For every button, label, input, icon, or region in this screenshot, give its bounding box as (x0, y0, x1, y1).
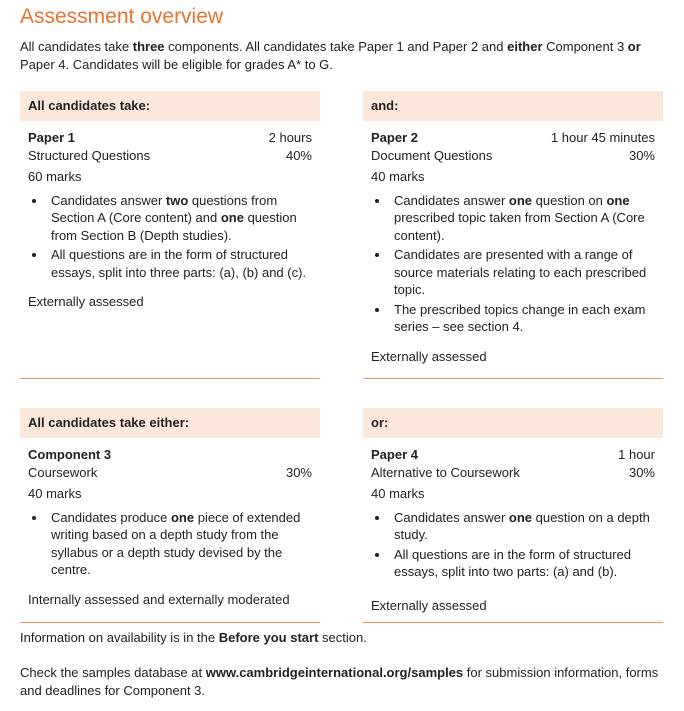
component-weight: 40% (285, 147, 312, 163)
panel-header: and: (363, 91, 663, 121)
list-item (28, 246, 312, 281)
bullet-bold: one (508, 192, 533, 208)
bullet-text: prescribed topic taken from Section A (Core content). (394, 210, 645, 243)
assessment-type: Externally assessed (28, 294, 144, 309)
list-item (371, 301, 655, 336)
intro-paragraph (20, 38, 670, 74)
component-marks: 40 marks (371, 486, 425, 501)
bullet-text: piece of extended writing based on a depth study from the syllabus or a depth study devised by the centre. (51, 509, 301, 577)
panel-header: All candidates take either: (20, 408, 320, 438)
availability-note (20, 630, 367, 645)
component-type: Alternative to Coursework (371, 464, 520, 480)
list-item (28, 509, 312, 579)
panel-header: or: (363, 408, 663, 438)
component-weight: 30% (285, 464, 312, 480)
intro-bold: or (627, 39, 641, 54)
bullet-text: Candidates are presented with a range of source materials relating to each prescribed topic. (394, 247, 647, 297)
bullet-list (28, 509, 312, 579)
note-text: Check the samples database at (20, 665, 206, 680)
note-text: section. (318, 630, 367, 645)
component-3-panel (20, 408, 320, 623)
bullet-text: All questions are in the form of structured essays, split into three parts: (a), (b) and (c). (51, 247, 307, 280)
page-title: Assessment overview (20, 5, 224, 28)
component-duration: 1 hour 45 minutes (550, 130, 655, 145)
assessment-type: Externally assessed (371, 597, 487, 613)
intro-text: Component 3 (542, 39, 628, 54)
intro-bold: either (507, 39, 543, 54)
bullet-text: All questions are in the form of structured essays, split into two parts: (a) and (b). (394, 546, 632, 579)
bullet-text: Candidates produce (51, 509, 171, 525)
list-item (371, 509, 655, 544)
component-weight: 30% (628, 147, 655, 163)
component-type: Structured Questions (28, 147, 151, 163)
component-marks: 60 marks (28, 169, 82, 184)
assessment-type: Internally assessed and externally moderated (28, 591, 290, 607)
bullet-bold: one (220, 210, 244, 225)
intro-text: Paper 4. Candidates will be eligible for grades A* to G. (20, 57, 333, 72)
component-name: Component 3 (28, 447, 112, 462)
component-type: Coursework (28, 464, 98, 480)
component-duration: 2 hours (268, 130, 312, 145)
bullet-text: The prescribed topics change in each exam series – see section 4. (394, 301, 646, 334)
bullet-text: questions from Section A (Core content) and (51, 192, 278, 225)
list-item (371, 246, 655, 299)
paper-4-panel (363, 408, 663, 623)
bullet-bold: one (508, 509, 533, 525)
samples-link[interactable]: www.cambridgeinternational.org/samples (205, 665, 464, 680)
section-reference: Before you start (218, 630, 319, 645)
assessment-type: Externally assessed (371, 348, 487, 364)
bullet-bold: two (165, 192, 189, 208)
paper-2-panel (363, 91, 663, 379)
intro-text: All candidates take (20, 39, 133, 54)
list-item (371, 546, 655, 581)
bullet-text: question from Section B (Depth studies). (51, 210, 297, 243)
component-marks: 40 marks (371, 169, 425, 184)
intro-bold: three (132, 39, 165, 54)
panel-header: All candidates take: (20, 91, 320, 121)
note-text: Information on availability is in the (20, 630, 219, 645)
component-name: Paper 2 (371, 130, 418, 145)
bullet-text: Candidates answer (51, 192, 166, 208)
bullet-list (371, 509, 655, 581)
list-item (371, 192, 655, 245)
component-marks: 40 marks (28, 486, 82, 501)
list-item (28, 192, 312, 245)
bullet-text: question on (532, 192, 607, 208)
bullet-list (371, 192, 655, 336)
bullet-text: Candidates answer (394, 192, 509, 208)
bullet-text: question on a depth study. (394, 509, 650, 542)
bullet-list (28, 192, 312, 282)
bullet-bold: one (170, 509, 195, 525)
samples-note (20, 664, 660, 699)
bullet-bold: one (606, 192, 630, 208)
component-weight: 30% (628, 464, 655, 480)
intro-text: components. All candidates take Paper 1 and Paper 2 and (164, 39, 508, 54)
component-name: Paper 1 (28, 130, 75, 145)
component-type: Document Questions (371, 147, 493, 163)
note-text: for submission information, forms and deadlines for Component 3. (20, 665, 659, 698)
component-name: Paper 4 (371, 447, 418, 462)
paper-1-panel (20, 91, 320, 379)
component-duration: 1 hour (618, 447, 655, 462)
bullet-text: Candidates answer (394, 509, 509, 525)
